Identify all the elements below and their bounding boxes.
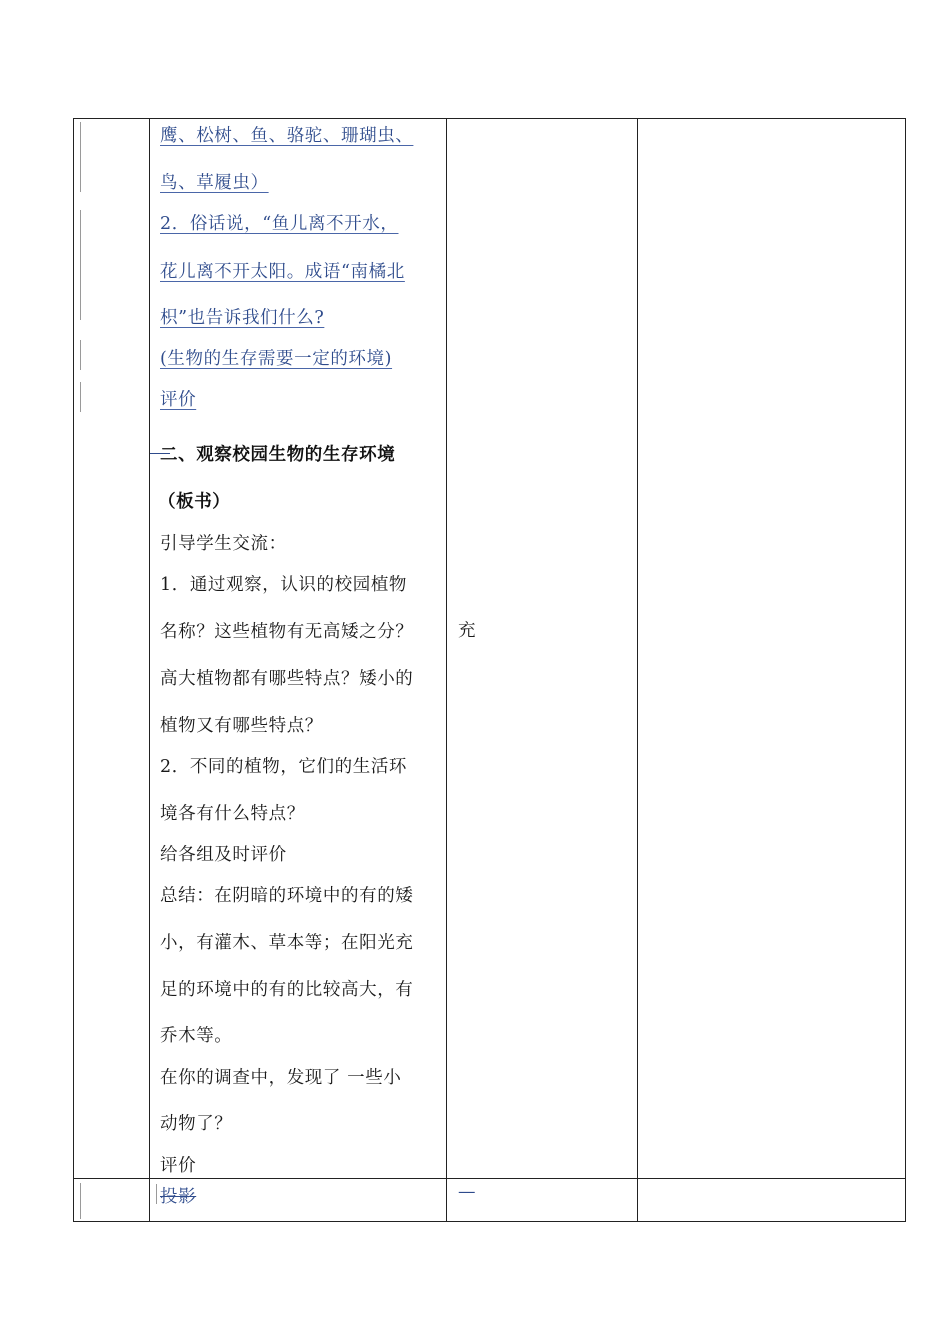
content-line: 小，有灌木、草本等；在阳光充: [160, 933, 414, 953]
content-line: 植物又有哪些特点？: [160, 716, 323, 736]
content-line: 乔木等。: [160, 1026, 233, 1046]
column-divider-3: [637, 118, 638, 1222]
revision-mark: [80, 382, 81, 412]
content-line: 鹰、松树、鱼、骆驼、珊瑚虫、: [160, 126, 414, 146]
content-line: 名称？这些植物有无高矮之分？: [160, 622, 414, 642]
last-row-col2: 投影: [160, 1187, 197, 1207]
section-heading-note: （板书）: [158, 492, 231, 512]
content-line: 足的环境中的有的比较高大，有: [160, 980, 414, 1000]
content-line: 2．不同的植物，它们的生活环: [160, 757, 408, 777]
revision-mark: [80, 122, 81, 192]
content-line: 给各组及时评价: [160, 845, 287, 865]
column-divider-2: [446, 118, 447, 1222]
content-line: 花儿离不开太阳。成语“南橘北: [160, 262, 405, 282]
revision-mark: [80, 340, 81, 370]
content-line: 高大植物都有哪些特点？矮小的: [160, 669, 414, 689]
content-line: 评价: [160, 1156, 197, 1176]
revision-mark: [80, 1183, 81, 1219]
content-line: 总结：在阴暗的环境中的有的矮: [160, 886, 414, 906]
content-line: 鸟、草履虫）: [160, 173, 269, 193]
column3-text: 充: [458, 621, 476, 641]
table-right-border: [905, 118, 906, 1222]
section-heading: 二、观察校园生物的生存环境: [160, 445, 396, 465]
table-bottom-border: [73, 1221, 906, 1222]
content-line: (生物的生存需要一定的环境): [160, 349, 393, 369]
table-top-border: [73, 118, 906, 119]
revision-mark: [80, 210, 81, 320]
content-line: 评价: [160, 390, 197, 410]
last-row-col3: —: [458, 1182, 476, 1202]
table-left-border: [73, 118, 74, 1222]
content-line: 境各有什么特点？: [160, 804, 305, 824]
content-line: 引导学生交流：: [160, 534, 287, 554]
content-line: 动物了？: [160, 1114, 233, 1134]
content-line: 2．俗话说，“鱼儿离不开水，: [160, 214, 399, 234]
content-line: 在你的调查中，发现了 一些小: [160, 1068, 402, 1088]
content-line: 枳”也告诉我们什么?: [160, 308, 325, 328]
row-divider: [73, 1178, 906, 1179]
column-divider-1: [149, 118, 150, 1222]
content-line: 1．通过观察，认识的校园植物: [160, 575, 408, 595]
revision-mark: [156, 1184, 157, 1204]
